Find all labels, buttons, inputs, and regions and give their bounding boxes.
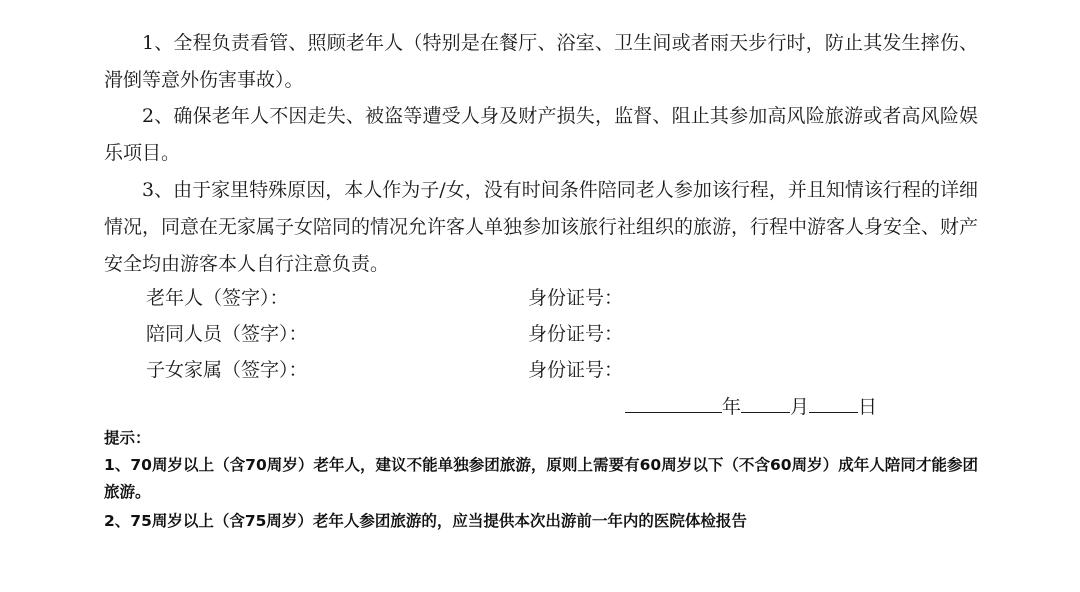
- family-id-label: 身份证号：: [528, 359, 624, 381]
- companion-signature-label: 陪同人员（签字）：: [146, 323, 308, 345]
- notice-title: 提示：: [104, 429, 151, 447]
- notice-item-1: 1、70周岁以上（含70周岁）老年人，建议不能单独参团旅游，原则上需要有60周岁以下（不含60周岁）成年人陪同才能参团旅游。: [104, 456, 978, 501]
- day-blank: [809, 392, 858, 413]
- elder-signature-label: 老年人（签字）：: [146, 287, 289, 309]
- companion-id-label: 身份证号：: [528, 323, 624, 345]
- elder-id-label: 身份证号：: [528, 287, 624, 309]
- clause-3: 3、由于家里特殊原因，本人作为子/女，没有时间条件陪同老人参加该行程，并且知情该行程的详细情况，同意在无家属子女陪同的情况允许客人单独参加该旅行社组织的旅游，行程中游客人身安全、财产安全均由游客本人自行注意负责。: [104, 179, 979, 275]
- date-line: [625, 392, 877, 422]
- clause-1: 1、全程负责看管、照顾老年人（特别是在餐厅、浴室、卫生间或者雨天步行时，防止其发生摔伤、滑倒等意外伤害事故）。: [104, 32, 978, 91]
- day-label: 日: [858, 396, 878, 418]
- month-blank: [741, 392, 790, 413]
- year-label: 年: [722, 396, 742, 418]
- clause-2: 2、确保老年人不因走失、被盗等遭受人身及财产损失，监督、阻止其参加高风险旅游或者高风险娱乐项目。: [104, 105, 978, 164]
- month-label: 月: [790, 396, 810, 418]
- notice-item-2: 2、75周岁以上（含75周岁）老年人参团旅游的，应当提供本次出游前一年内的医院体检报告: [104, 512, 747, 530]
- year-blank: [625, 392, 722, 413]
- family-signature-label: 子女家属（签字）：: [146, 359, 308, 381]
